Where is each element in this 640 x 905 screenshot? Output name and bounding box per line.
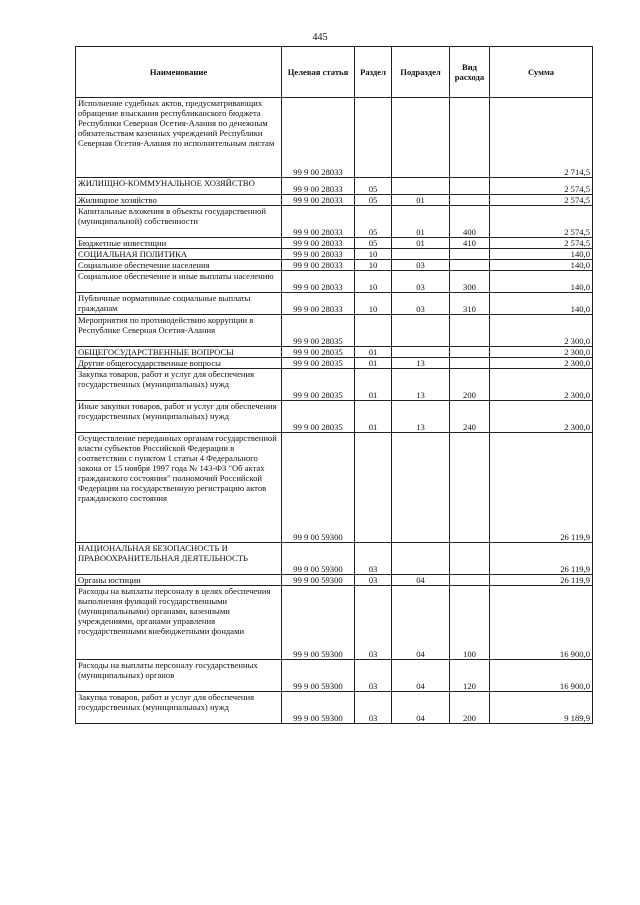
row-amount: 2 300,0	[490, 358, 593, 369]
row-name: Жилищное хозяйство	[76, 195, 282, 206]
row-subsection: 04	[392, 586, 450, 660]
row-expense-type	[450, 358, 490, 369]
table-row	[76, 433, 593, 543]
row-amount: 2 300,0	[490, 347, 593, 358]
row-subsection: 04	[392, 660, 450, 692]
row-code: 99 9 00 28033	[282, 293, 355, 315]
row-expense-type: 120	[450, 660, 490, 692]
row-name: Другие общегосударственные вопросы	[76, 358, 282, 369]
row-section: 01	[355, 401, 392, 433]
table-row	[76, 543, 593, 575]
row-amount: 2 300,0	[490, 369, 593, 401]
row-expense-type	[450, 315, 490, 347]
budget-table	[75, 46, 593, 724]
row-code: 99 9 00 59300	[282, 692, 355, 724]
row-name: ОБЩЕГОСУДАРСТВЕННЫЕ ВОПРОСЫ	[76, 347, 282, 358]
row-amount: 2 714,5	[490, 98, 593, 178]
row-section	[355, 98, 392, 178]
header-code: Целевая статья	[282, 47, 355, 98]
row-code: 99 9 00 28033	[282, 98, 355, 178]
header-name: Наименование	[76, 47, 282, 98]
row-amount: 16 900,0	[490, 660, 593, 692]
row-name: Закупка товаров, работ и услуг для обеспечения государственных (муниципальных) нужд	[76, 692, 282, 724]
row-amount: 2 300,0	[490, 401, 593, 433]
row-section	[355, 315, 392, 347]
row-code: 99 9 00 28035	[282, 358, 355, 369]
page-number: 445	[312, 32, 328, 43]
row-amount: 140,0	[490, 271, 593, 293]
row-expense-type: 400	[450, 206, 490, 238]
row-subsection: 01	[392, 238, 450, 249]
row-code: 99 9 00 28035	[282, 369, 355, 401]
row-expense-type	[450, 260, 490, 271]
row-expense-type	[450, 178, 490, 195]
row-code: 99 9 00 59300	[282, 543, 355, 575]
row-expense-type: 310	[450, 293, 490, 315]
row-amount: 26 119,9	[490, 575, 593, 586]
row-name: Мероприятия по противодействию коррупции в Республике Северная Осетия-Алания	[76, 315, 282, 347]
row-section: 03	[355, 692, 392, 724]
row-code: 99 9 00 59300	[282, 575, 355, 586]
row-amount: 2 574,5	[490, 206, 593, 238]
row-subsection	[392, 433, 450, 543]
row-name: Органы юстиции	[76, 575, 282, 586]
row-subsection	[392, 347, 450, 358]
row-code: 99 9 00 28033	[282, 260, 355, 271]
row-subsection: 03	[392, 293, 450, 315]
row-subsection: 01	[392, 206, 450, 238]
row-amount: 2 574,5	[490, 195, 593, 206]
row-section: 01	[355, 347, 392, 358]
row-name: Расходы на выплаты персоналу в целях обеспечения выполнения функций государственными (муниципальными) органами, казенными учреждениями, органами управления государственными внебюджетными фондами	[76, 586, 282, 660]
table-row	[76, 206, 593, 238]
row-section: 10	[355, 249, 392, 260]
row-name: Бюджетные инвестиции	[76, 238, 282, 249]
row-amount: 9 189,9	[490, 692, 593, 724]
row-section: 03	[355, 543, 392, 575]
row-section: 10	[355, 260, 392, 271]
row-name: Публичные нормативные социальные выплаты гражданам	[76, 293, 282, 315]
row-expense-type	[450, 249, 490, 260]
row-section: 01	[355, 369, 392, 401]
row-section: 03	[355, 660, 392, 692]
row-amount: 140,0	[490, 293, 593, 315]
row-section: 01	[355, 358, 392, 369]
row-expense-type	[450, 195, 490, 206]
header-section: Раздел	[355, 47, 392, 98]
row-code: 99 9 00 28033	[282, 195, 355, 206]
row-expense-type	[450, 98, 490, 178]
row-amount: 140,0	[490, 249, 593, 260]
row-expense-type: 240	[450, 401, 490, 433]
row-section: 05	[355, 238, 392, 249]
row-code: 99 9 00 28035	[282, 401, 355, 433]
table-header-row	[76, 47, 593, 98]
row-amount: 26 119,9	[490, 433, 593, 543]
table-row	[76, 98, 593, 178]
row-section: 10	[355, 271, 392, 293]
table-row	[76, 315, 593, 347]
table-row	[76, 358, 593, 369]
row-subsection	[392, 98, 450, 178]
row-name: Осуществление переданных органам государственной власти субъектов Российской Федерации в соответствии с пунктом 1 статьи 4 Федерального закона от 15 ноября 1997 года № 143-ФЗ "Об актах гражданского состояния" полномочий Российской Федерации на государственную регистрацию актов гражданского состояния	[76, 433, 282, 543]
table-row	[76, 195, 593, 206]
header-subsection: Подраздел	[392, 47, 450, 98]
table-row	[76, 347, 593, 358]
row-expense-type	[450, 347, 490, 358]
row-name: Исполнение судебных актов, предусматривающих обращение взыскания республиканского бюджета Республики Северная Осетия-Алания по денежным обязательствам казенных учреждений Республики Северная Осетия-Алания по исполнительным листам	[76, 98, 282, 178]
row-expense-type: 200	[450, 692, 490, 724]
row-code: 99 9 00 28035	[282, 315, 355, 347]
row-amount: 26 119,9	[490, 543, 593, 575]
row-amount: 2 574,5	[490, 178, 593, 195]
row-section: 05	[355, 206, 392, 238]
table-row	[76, 260, 593, 271]
row-code: 99 9 00 28033	[282, 238, 355, 249]
row-section: 03	[355, 575, 392, 586]
table-row	[76, 401, 593, 433]
table-body	[76, 98, 593, 724]
row-expense-type: 300	[450, 271, 490, 293]
row-subsection: 13	[392, 369, 450, 401]
row-name: ЖИЛИЩНО-КОММУНАЛЬНОЕ ХОЗЯЙСТВО	[76, 178, 282, 195]
row-code: 99 9 00 28033	[282, 271, 355, 293]
row-amount: 16 900,0	[490, 586, 593, 660]
table-row	[76, 660, 593, 692]
table-row	[76, 238, 593, 249]
table-row	[76, 249, 593, 260]
row-expense-type	[450, 433, 490, 543]
row-subsection	[392, 315, 450, 347]
row-name: Социальное обеспечение населения	[76, 260, 282, 271]
row-subsection: 03	[392, 271, 450, 293]
row-name: Иные закупки товаров, работ и услуг для обеспечения государственных (муниципальных) нужд	[76, 401, 282, 433]
row-section	[355, 433, 392, 543]
row-name: Закупка товаров, работ и услуг для обеспечения государственных (муниципальных) нужд	[76, 369, 282, 401]
table-row	[76, 178, 593, 195]
row-amount: 2 574,5	[490, 238, 593, 249]
row-subsection: 01	[392, 195, 450, 206]
row-code: 99 9 00 28033	[282, 249, 355, 260]
row-expense-type: 200	[450, 369, 490, 401]
row-section: 03	[355, 586, 392, 660]
row-subsection: 04	[392, 575, 450, 586]
row-expense-type: 410	[450, 238, 490, 249]
row-subsection	[392, 178, 450, 195]
row-section: 05	[355, 178, 392, 195]
row-expense-type	[450, 575, 490, 586]
table-row	[76, 575, 593, 586]
row-subsection	[392, 249, 450, 260]
row-expense-type: 100	[450, 586, 490, 660]
table-row	[76, 692, 593, 724]
row-name: НАЦИОНАЛЬНАЯ БЕЗОПАСНОСТЬ И ПРАВООХРАНИТЕЛЬНАЯ ДЕЯТЕЛЬНОСТЬ	[76, 543, 282, 575]
row-subsection: 13	[392, 358, 450, 369]
row-code: 99 9 00 59300	[282, 586, 355, 660]
row-name: Расходы на выплаты персоналу государственных (муниципальных) органов	[76, 660, 282, 692]
table-row	[76, 293, 593, 315]
row-code: 99 9 00 28033	[282, 206, 355, 238]
table-row	[76, 369, 593, 401]
row-subsection: 13	[392, 401, 450, 433]
table-row	[76, 271, 593, 293]
row-amount: 140,0	[490, 260, 593, 271]
row-name: Капитальные вложения в объекты государственной (муниципальной) собственности	[76, 206, 282, 238]
row-section: 10	[355, 293, 392, 315]
row-code: 99 9 00 59300	[282, 660, 355, 692]
row-code: 99 9 00 59300	[282, 433, 355, 543]
row-expense-type	[450, 543, 490, 575]
row-code: 99 9 00 28033	[282, 178, 355, 195]
row-subsection: 04	[392, 692, 450, 724]
row-subsection	[392, 543, 450, 575]
table-row	[76, 586, 593, 660]
row-section: 05	[355, 195, 392, 206]
row-amount: 2 300,0	[490, 315, 593, 347]
row-name: Социальное обеспечение и иные выплаты населению	[76, 271, 282, 293]
row-code: 99 9 00 28035	[282, 347, 355, 358]
header-amount: Сумма	[490, 47, 593, 98]
header-expense-type: Вид расхода	[450, 47, 490, 98]
row-name: СОЦИАЛЬНАЯ ПОЛИТИКА	[76, 249, 282, 260]
row-subsection: 03	[392, 260, 450, 271]
